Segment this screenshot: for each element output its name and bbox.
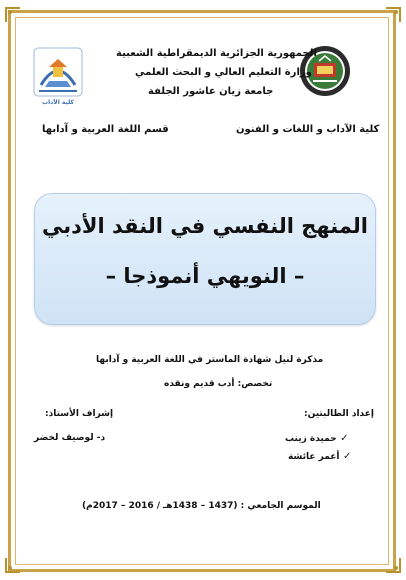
thesis-subtitle: – النويهي أنموذجا –: [105, 264, 305, 288]
country-name: الجمهورية الجزائرية الديمقراطية الشعبية: [116, 48, 317, 59]
corner-ornament-icon: [4, 6, 22, 24]
title-box: [34, 193, 376, 325]
faculty-logo-icon: [33, 47, 83, 105]
ministry-name: وزارة التعليم العالي و البحث العلمي: [135, 67, 312, 78]
student-name: ✓ حميدة زينب: [285, 433, 349, 444]
faculty-name: كلية الآداب و اللغات و الفنون: [236, 124, 380, 135]
specialty: تخصص: أدب قديم ونقده: [164, 379, 273, 389]
check-bullet-icon: ✓: [339, 451, 352, 462]
supervision-label: إشراف الأستاذ:: [45, 409, 114, 419]
corner-ornament-icon: [4, 556, 22, 574]
corner-ornament-icon: [384, 556, 402, 574]
thesis-note: مذكرة لنيل شهادة الماستر في اللغة العربية و آدابها: [96, 355, 324, 365]
department-name: قسم اللغة العربية و آدابها: [42, 124, 169, 135]
supervisor-name: د- لوصيف لخضر: [34, 433, 106, 443]
prepared-by-label: إعداد الطالبتين:: [304, 409, 374, 419]
academic-year: الموسم الجامعي : (1437 – 1438هـ / 2016 – 2017م): [82, 501, 321, 511]
faculty-logo-caption: كلية الآداب: [42, 99, 74, 106]
thesis-title: المنهج النفسي في النقد الأدبي: [41, 214, 368, 238]
student-name: ✓ أعمر عائشة: [288, 451, 352, 462]
check-bullet-icon: ✓: [336, 433, 349, 444]
university-name: جامعة زيان عاشور الجلفة: [148, 86, 274, 97]
corner-ornament-icon: [384, 6, 402, 24]
